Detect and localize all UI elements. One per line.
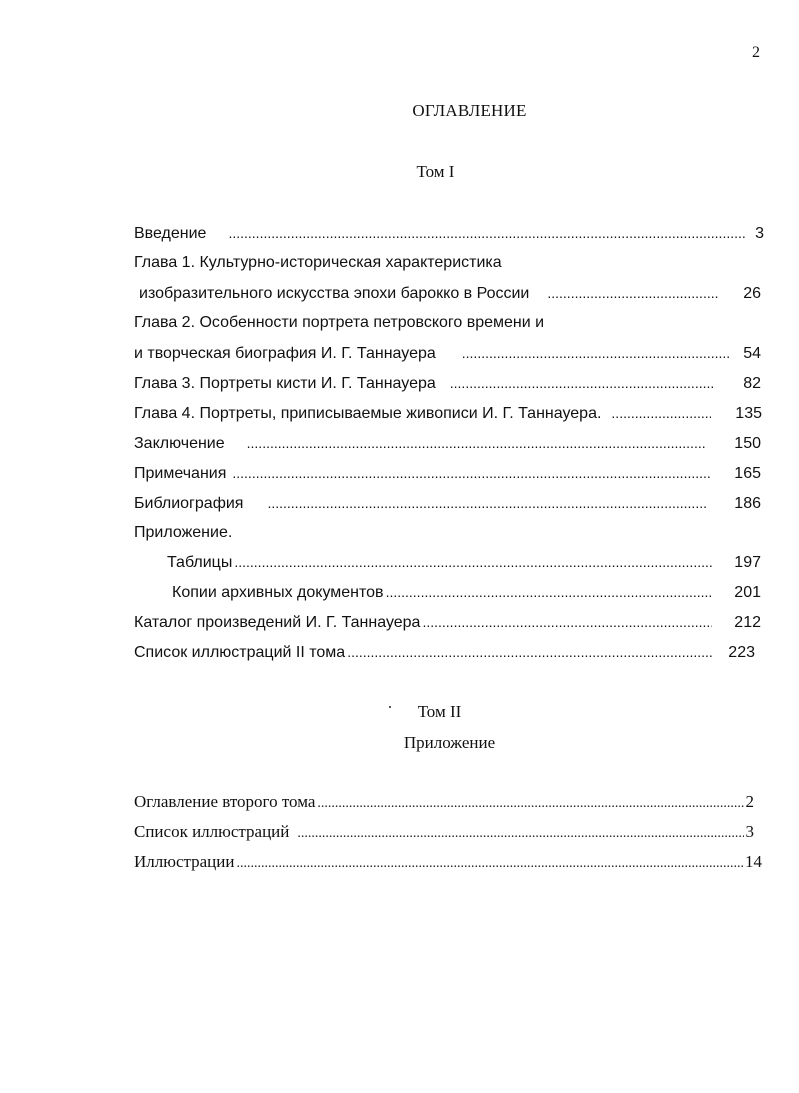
toc-entry-label: и творческая биография И. Г. Таннауера [134,345,436,362]
toc-entry-notes [134,461,761,485]
toc-entry-page: 165 [734,465,761,482]
toc-entry-conclusion [134,431,761,455]
toc-entry-label: Иллюстрации [134,852,235,871]
volume1-heading: Том I [416,162,455,181]
toc-entry-page: 3 [755,225,764,242]
toc-entry-page: 82 [743,375,761,392]
leader-dots [347,640,714,664]
leader-dots [236,852,743,876]
toc-entry-page: 212 [734,614,761,631]
toc-entry-label: Примечания [134,465,227,482]
toc-entry-vol2-illustrations-list [134,820,754,844]
toc-entry-illustrations-list-vol2 [134,640,755,664]
toc-entry-page: 135 [735,405,762,422]
toc-entry-page: 197 [734,554,761,571]
leader-dots [228,221,745,245]
toc-entry-chapter3 [134,371,761,395]
leader-dots [247,431,707,455]
leader-dots [547,281,719,305]
toc-entry-label: Введение [134,225,207,242]
toc-entry-chapter2 [134,341,761,365]
toc-entry-archive-copies [172,580,761,604]
toc-entry-vol2-illustrations [134,850,762,874]
toc-entry-label: Список иллюстраций [134,822,290,841]
volume2-heading: Том II [417,702,462,721]
leader-dots [450,371,715,395]
toc-entry-label: Список иллюстраций II тома [134,644,346,661]
leader-dots [232,461,710,485]
toc-entry-label: Глава 3. Портреты кисти И. Г. Таннауера [134,375,436,392]
toc-entry-label: Каталог произведений И. Г. Таннауера [134,614,421,631]
toc-entry-label: Таблицы [167,554,233,571]
toc-entry-label: Библиография [134,495,244,512]
leader-dots [386,580,713,604]
toc-entry-catalogue [134,610,761,634]
toc-entry-label: Глава 4. Портреты, приписываемые живописи И. Г. Таннауера. [134,405,602,422]
toc-entry-appendix: Приложение. [134,524,233,541]
toc-entry-page: 3 [745,822,754,841]
toc-entry-chapter1 [139,281,761,305]
toc-entry-page: 150 [734,435,761,452]
page-number: 2 [752,44,760,61]
toc-entry-vol2-contents [134,790,754,814]
leader-dots [267,491,708,515]
leader-dots [422,610,712,634]
toc-entry-page: 14 [745,852,762,871]
toc-entry-introduction [134,221,764,245]
toc-entry-tables [167,550,761,574]
toc-entry-page: 223 [728,644,755,661]
toc-entry-chapter2-line1: Глава 2. Особенности портрета петровского времени и [134,314,545,331]
leader-dots [234,550,712,574]
leader-dots [317,792,743,816]
toc-entry-page: 201 [734,584,761,601]
leader-dots [611,401,711,425]
volume2-subheading: Приложение [403,733,496,752]
leader-dots [297,822,743,846]
toc-entry-label: изобразительного искусства эпохи барокко в России [139,285,530,302]
toc-entry-page: 186 [734,495,761,512]
toc-entry-page: 54 [743,345,761,362]
toc-entry-bibliography [134,491,761,515]
toc-entry-page: 2 [745,792,754,811]
toc-entry-label: Копии архивных документов [172,584,384,601]
toc-entry-page: 26 [743,285,761,302]
leader-dots [462,341,729,365]
toc-entry-chapter4 [134,401,762,425]
toc-entry-label: Заключение [134,435,225,452]
toc-entry-chapter1-line1: Глава 1. Культурно-историческая характеристика [134,254,502,271]
toc-entry-label: Оглавление второго тома [134,792,316,811]
document-title: ОГЛАВЛЕНИЕ [412,101,527,120]
